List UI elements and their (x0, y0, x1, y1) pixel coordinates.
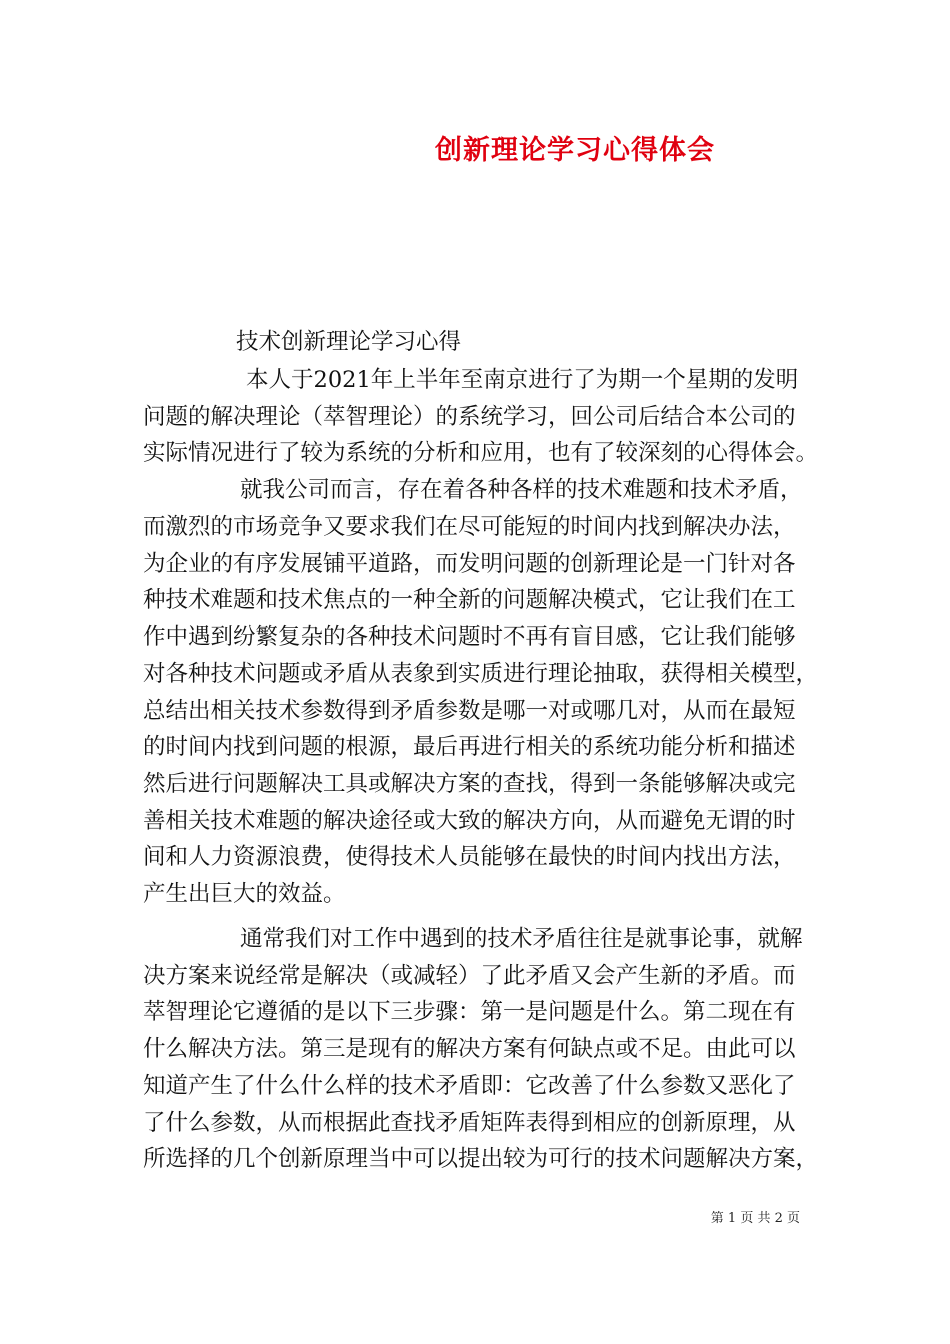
paragraph-line: 产生出巨大的效益。 (143, 881, 346, 907)
paragraph-line: 知道产生了什么什么样的技术矛盾即：它改善了什么参数又恶化了 (143, 1073, 796, 1099)
paragraph-line: 实际情况进行了较为系统的分析和应用，也有了较深刻的心得体会。 (143, 440, 819, 466)
paragraph-line: 什么解决方法。第三是现有的解决方案有何缺点或不足。由此可以 (143, 1036, 796, 1062)
paragraph-line: 善相关技术难题的解决途径或大致的解决方向，从而避免无谓的时 (143, 808, 796, 834)
page-number: 第 1 页 共 2 页 (710, 1211, 800, 1226)
paragraph-line: 了什么参数，从而根据此查找矛盾矩阵表得到相应的创新原理，从 (143, 1110, 796, 1136)
paragraph-line: 本人于2021年上半年至南京进行了为期一个星期的发明 (246, 367, 799, 393)
document-title: 创新理论学习心得体会 (435, 135, 715, 166)
paragraph-line: 而激烈的市场竞争又要求我们在尽可能短的时间内找到解决办法， (143, 514, 796, 540)
paragraph-line: 的时间内找到问题的根源，最后再进行相关的系统功能分析和描述 (143, 734, 796, 760)
paragraph-line: 间和人力资源浪费，使得技术人员能够在最快的时间内找出方法， (143, 844, 796, 870)
paragraph-line: 作中遇到纷繁复杂的各种技术问题时不再有盲目感，它让我们能够 (143, 624, 796, 650)
paragraph-line: 问题的解决理论（萃智理论）的系统学习，回公司后结合本公司的 (143, 404, 796, 430)
paragraph-line: 通常我们对工作中遇到的技术矛盾往往是就事论事，就解 (240, 926, 803, 952)
document-subtitle: 技术创新理论学习心得 (236, 329, 462, 355)
paragraph-line: 种技术难题和技术焦点的一种全新的问题解决模式，它让我们在工 (143, 587, 796, 613)
paragraph-line: 总结出相关技术参数得到矛盾参数是哪一对或哪几对，从而在最短 (143, 698, 796, 724)
paragraph-line: 就我公司而言，存在着各种各样的技术难题和技术矛盾， (240, 477, 803, 503)
paragraph-line: 为企业的有序发展铺平道路，而发明问题的创新理论是一门针对各 (143, 551, 796, 577)
paragraph-line: 对各种技术问题或矛盾从表象到实质进行理论抽取，获得相关模型， (143, 661, 819, 687)
paragraph-line: 所选择的几个创新原理当中可以提出较为可行的技术问题解决方案， (143, 1146, 819, 1172)
paragraph-line: 决方案来说经常是解决（或减轻）了此矛盾又会产生新的矛盾。而 (143, 963, 796, 989)
paragraph-line: 萃智理论它遵循的是以下三步骤：第一是问题是什么。第二现在有 (143, 999, 796, 1025)
paragraph-line: 然后进行问题解决工具或解决方案的查找，得到一条能够解决或完 (143, 771, 796, 797)
